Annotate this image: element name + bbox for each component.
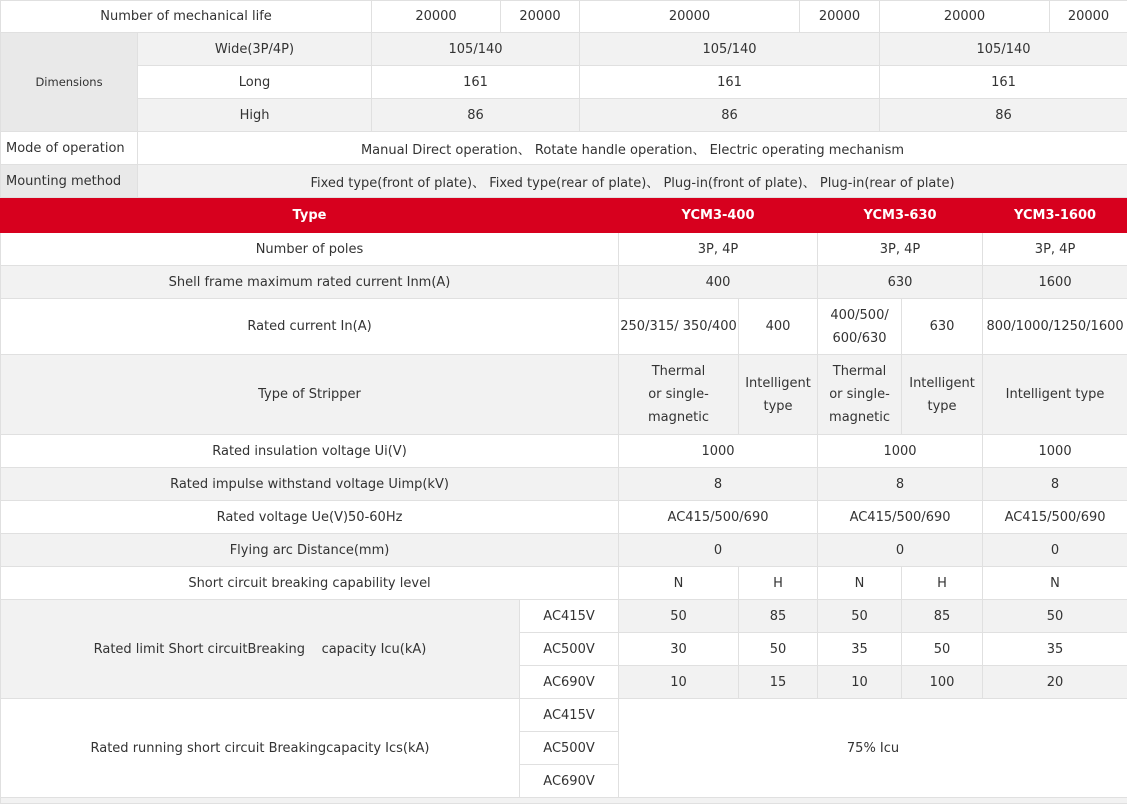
stripper-intelligent [739,355,818,435]
rated-current-value: 400 [739,299,818,355]
wide-label: Wide(3P/4P) [138,33,372,66]
mounting-method-label: Mounting method [1,165,138,198]
rated-current-row [1,299,1127,355]
breaking-level-value: H [902,567,983,600]
impulse-voltage-row [1,468,1127,501]
insulation-voltage-value: 1000 [818,435,983,468]
breaking-level-row [1,567,1127,600]
insulation-voltage-value: 1000 [983,435,1127,468]
breaking-level-value: N [818,567,902,600]
dimensions-high-row [1,99,1127,132]
icu-row [1,600,1127,633]
model-header-ycm3-630: YCM3-630 [818,199,983,233]
stripper-line: type [763,398,793,414]
frame-current-row [1,266,1127,299]
long-value: 161 [580,66,880,99]
icu-value: 50 [818,600,902,633]
icu-value: 10 [818,666,902,699]
table-bottom-row [1,798,1127,804]
icu-value: 85 [739,600,818,633]
mechanical-life-label: Number of mechanical life [1,1,372,33]
icu-voltage: AC415V [520,600,619,633]
icu-value: 100 [902,666,983,699]
icu-value: 35 [818,633,902,666]
mechanical-life-value: 20000 [800,1,880,33]
rated-voltage-value: AC415/500/690 [983,501,1127,534]
icu-value: 50 [902,633,983,666]
ics-voltage: AC690V [520,765,619,798]
poles-value: 3P, 4P [619,233,818,266]
frame-current-value: 630 [818,266,983,299]
model-header-ycm3-400: YCM3-400 [619,199,818,233]
mechanical-life-value: 20000 [372,1,501,33]
stripper-line: Intelligent [745,375,811,391]
poles-value: 3P, 4P [983,233,1127,266]
long-label: Long [138,66,372,99]
stripper-intelligent: Intelligent type [983,355,1127,435]
ics-voltage: AC500V [520,732,619,765]
stripper-line: or single- [829,387,890,402]
arc-distance-value: 0 [818,534,983,567]
insulation-voltage-label: Rated insulation voltage Ui(V) [1,435,619,468]
type-header: Type [1,199,619,233]
insulation-voltage-value: 1000 [619,435,818,468]
mounting-method-row [1,165,1127,198]
frame-current-value: 1600 [983,266,1127,299]
icu-value: 10 [619,666,739,699]
header-row [1,199,1127,233]
icu-label: Rated limit Short circuitBreaking capacity Icu(kA) [1,600,520,699]
icu-value: 35 [983,633,1127,666]
wide-value: 105/140 [580,33,880,66]
table-bottom-cell [1,798,1127,804]
frame-current-value: 400 [619,266,818,299]
rated-current-value: 250/315/ 350/400 [619,299,739,355]
mode-of-operation-label: Mode of operation [1,132,138,165]
icu-voltage: AC500V [520,633,619,666]
icu-value: 50 [619,600,739,633]
top-spec-table [0,0,1127,198]
arc-distance-value: 0 [983,534,1127,567]
high-value: 86 [372,99,580,132]
impulse-voltage-value: 8 [818,468,983,501]
model-header-ycm3-1600: YCM3-1600 [983,199,1127,233]
breaking-level-value: N [983,567,1127,600]
breaking-level-label: Short circuit breaking capability level [1,567,619,600]
stripper-line: magnetic [648,410,709,425]
impulse-voltage-value: 8 [619,468,818,501]
impulse-voltage-label: Rated impulse withstand voltage Uimp(kV) [1,468,619,501]
mechanical-life-value: 20000 [1050,1,1127,33]
ics-value: 75% Icu [619,699,1127,798]
stripper-row [1,355,1127,435]
wide-value: 105/140 [880,33,1127,66]
long-value: 161 [880,66,1127,99]
icu-value: 20 [983,666,1127,699]
stripper-line: Intelligent [909,375,975,391]
mode-of-operation-value: Manual Direct operation、 Rotate handle operation、 Electric operating mechanism [138,132,1127,165]
breaking-level-value: H [739,567,818,600]
main-spec-table [0,198,1127,804]
mode-of-operation-row [1,132,1127,165]
arc-distance-value: 0 [619,534,818,567]
icu-value: 50 [739,633,818,666]
dimensions-long-row [1,66,1127,99]
poles-label: Number of poles [1,233,619,266]
rated-voltage-label: Rated voltage Ue(V)50-60Hz [1,501,619,534]
stripper-thermal [619,355,739,435]
frame-current-label: Shell frame maximum rated current Inm(A) [1,266,619,299]
high-value: 86 [580,99,880,132]
rated-voltage-value: AC415/500/690 [818,501,983,534]
icu-value: 85 [902,600,983,633]
icu-value: 15 [739,666,818,699]
impulse-voltage-value: 8 [983,468,1127,501]
stripper-label: Type of Stripper [1,355,619,435]
mechanical-life-value: 20000 [580,1,800,33]
rated-current-value: 630 [902,299,983,355]
icu-voltage: AC690V [520,666,619,699]
wide-value: 105/140 [372,33,580,66]
insulation-voltage-row [1,435,1127,468]
rated-voltage-row [1,501,1127,534]
mounting-method-value: Fixed type(front of plate)、 Fixed type(rear of plate)、 Plug-in(front of plate)、 Plug-in(rear of plate) [138,165,1127,198]
ics-row [1,699,1127,732]
icu-value: 30 [619,633,739,666]
stripper-thermal [818,355,902,435]
stripper-line: Thermal [651,364,706,379]
arc-distance-label: Flying arc Distance(mm) [1,534,619,567]
rated-current-line: 600/630 [832,330,887,346]
stripper-line: magnetic [829,410,891,425]
rated-voltage-value: AC415/500/690 [619,501,818,534]
mechanical-life-value: 20000 [501,1,580,33]
poles-value: 3P, 4P [818,233,983,266]
mechanical-life-value: 20000 [880,1,1050,33]
high-value: 86 [880,99,1127,132]
stripper-line: or single- [648,387,709,402]
dimensions-wide-row [1,33,1127,66]
dimensions-label: Dimensions [1,33,138,132]
ics-label: Rated running short circuit Breakingcapacity Ics(kA) [1,699,520,798]
high-label: High [138,99,372,132]
rated-current-value [818,299,902,355]
rated-current-label: Rated current In(A) [1,299,619,355]
rated-current-value: 800/1000/1250/1600 [983,299,1127,355]
long-value: 161 [372,66,580,99]
stripper-line: Thermal [832,364,887,379]
rated-current-line: 400/500/ [830,307,889,323]
stripper-line: type [927,398,957,414]
mechanical-life-row [1,1,1127,33]
breaking-level-value: N [619,567,739,600]
poles-row [1,233,1127,266]
arc-distance-row [1,534,1127,567]
stripper-intelligent [902,355,983,435]
icu-value: 50 [983,600,1127,633]
ics-voltage: AC415V [520,699,619,732]
